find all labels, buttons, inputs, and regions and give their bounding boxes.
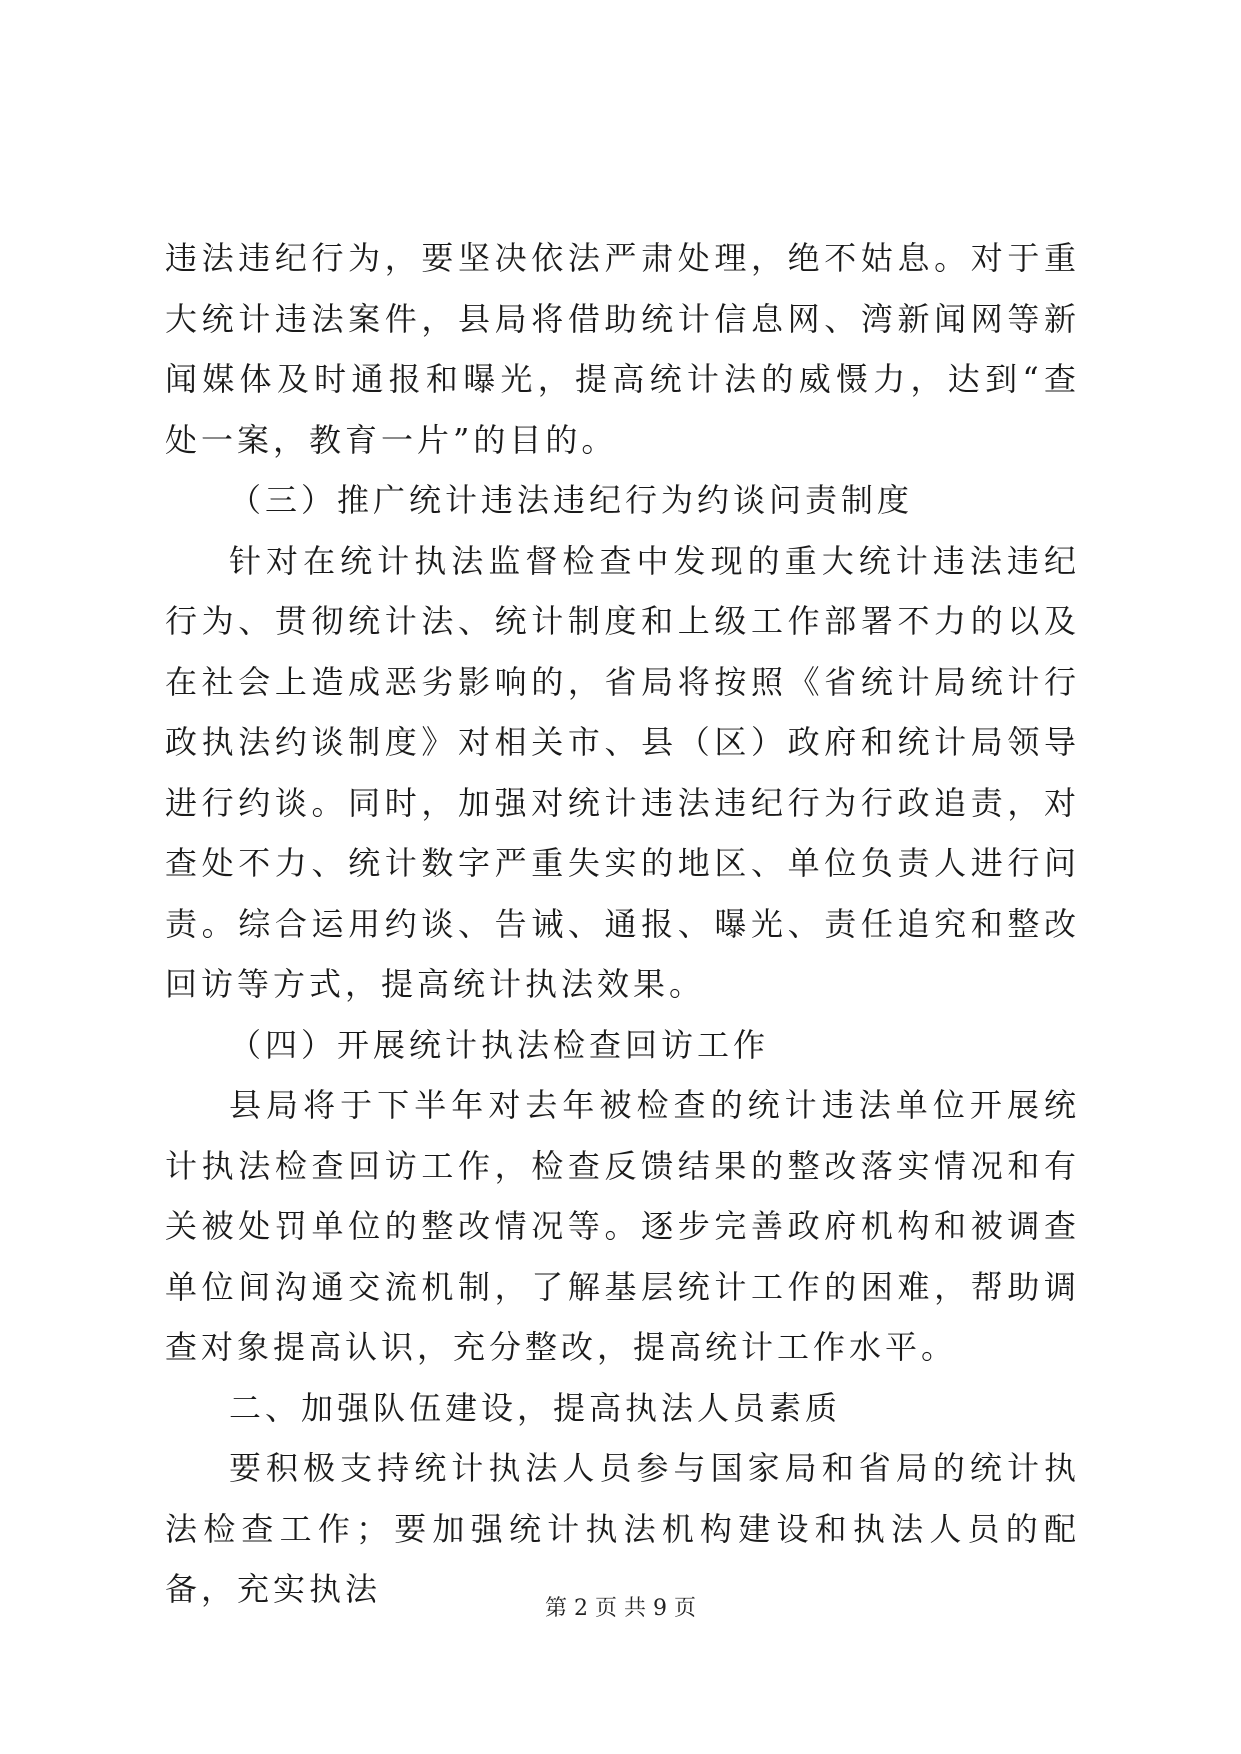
paragraph-revisit-work: 县局将于下半年对去年被检查的统计违法单位开展统计执法检查回访工作，检查反馈结果的整改落实情况和有关被处罚单位的整改情况等。逐步完善政府机构和被调查单位间沟通交流机制，了解基层统计工作的困难，帮助调查对象提高认识，充分整改，提高统计工作水平。 — [165, 1086, 1080, 1366]
paragraph-interview-accountability: 针对在统计执法监督检查中发现的重大统计违法违纪行为、贯彻统计法、统计制度和上级工作部署不力的以及在社会上造成恶劣影响的，省局将按照《省统计局统计行政执法约谈制度》对相关市、县（区）政府和统计局领导进行约谈。同时，加强对统计违法违纪行为行政追责，对查处不力、统计数字严重失实的地区、单位负责人进行问责。综合运用约谈、告诫、通报、曝光、责任追究和整改回访等方式，提高统计执法效果。 — [165, 541, 1080, 1003]
section-heading-3: （三）推广统计违法违纪行为约谈问责制度 — [229, 481, 914, 519]
paragraph-continuation: 违法违纪行为，要坚决依法严肃处理，绝不姑息。对于重大统计违法案件，县局将借助统计信息网、湾新闻网等新闻媒体及时通报和曝光，提高统计法的威慑力，达到“查处一案，教育一片”的目的。 — [165, 239, 1080, 459]
page-footer — [0, 1594, 1241, 1624]
document-body — [165, 228, 1080, 1620]
paragraph-team-support: 要积极支持统计执法人员参与国家局和省局的统计执法检查工作；要加强统计执法机构建设和执法人员的配备，充实执法 — [165, 1449, 1080, 1608]
page-number: 第 2 页 共 9 页 — [545, 1596, 696, 1621]
section-heading-team-building: 二、加强队伍建设，提高执法人员素质 — [229, 1388, 842, 1427]
section-heading-4: （四）开展统计执法检查回访工作 — [229, 1025, 770, 1064]
